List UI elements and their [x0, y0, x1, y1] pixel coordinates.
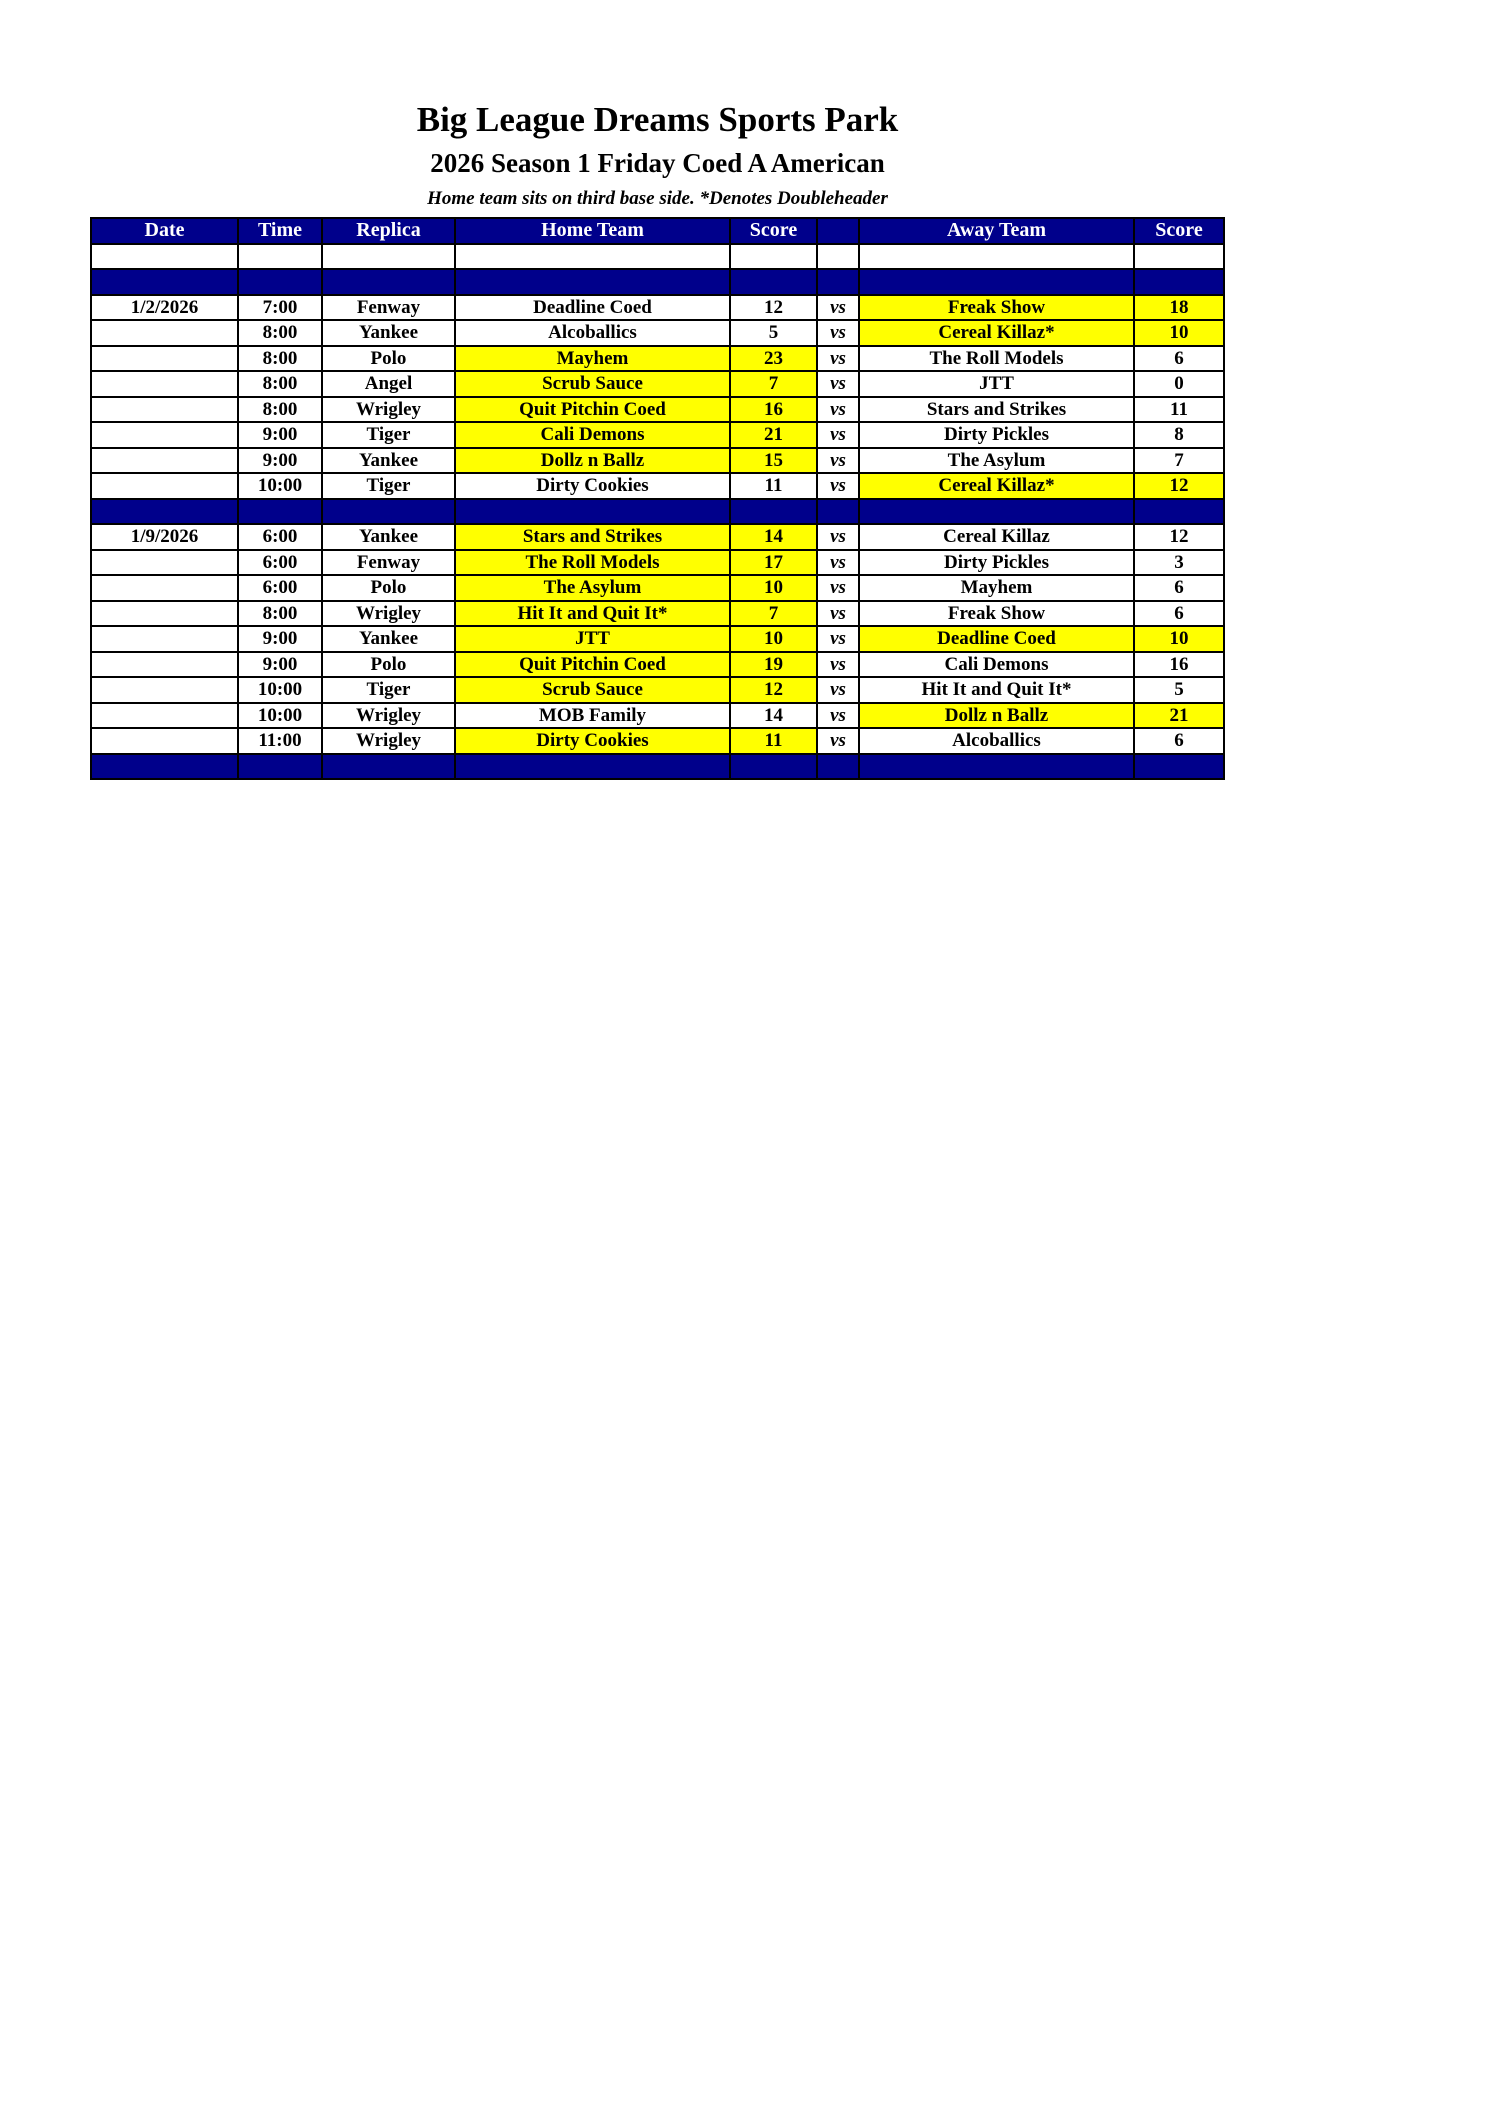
date-cell: [91, 626, 238, 652]
game-row: [91, 652, 1224, 678]
time-cell: 10:00: [238, 703, 322, 729]
home-team-cell: Mayhem: [455, 346, 730, 372]
home-team-cell: The Asylum: [455, 575, 730, 601]
vs-cell: vs: [817, 703, 859, 729]
schedule-note: Home team sits on third base side. *Denotes Doubleheader: [427, 188, 888, 209]
time-cell: 6:00: [238, 524, 322, 550]
home-score-cell: 10: [730, 626, 817, 652]
separator-row: [91, 754, 1224, 780]
blank-cell: [859, 499, 1134, 525]
blank-cell: [91, 499, 238, 525]
away-team-cell: Stars and Strikes: [859, 397, 1134, 423]
replica-cell: Polo: [322, 346, 455, 372]
blank-cell: [238, 499, 322, 525]
vs-cell: vs: [817, 397, 859, 423]
away-score-cell: 6: [1134, 575, 1224, 601]
home-team-cell: Alcoballics: [455, 320, 730, 346]
time-cell: 6:00: [238, 550, 322, 576]
col-replica: Replica: [322, 218, 455, 244]
away-score-cell: 5: [1134, 677, 1224, 703]
date-cell: [91, 550, 238, 576]
blank-cell: [817, 754, 859, 780]
vs-cell: vs: [817, 652, 859, 678]
vs-cell: vs: [817, 448, 859, 474]
blank-cell: [817, 269, 859, 295]
home-team-cell: JTT: [455, 626, 730, 652]
replica-cell: Yankee: [322, 320, 455, 346]
away-team-cell: JTT: [859, 371, 1134, 397]
vs-cell: vs: [817, 550, 859, 576]
time-cell: 9:00: [238, 448, 322, 474]
time-cell: 10:00: [238, 473, 322, 499]
game-row: [91, 371, 1224, 397]
away-team-cell: Cali Demons: [859, 652, 1134, 678]
game-row: [91, 728, 1224, 754]
away-team-cell: Dollz n Ballz: [859, 703, 1134, 729]
replica-cell: Yankee: [322, 524, 455, 550]
blank-cell: [91, 269, 238, 295]
vs-cell: vs: [817, 677, 859, 703]
date-cell: [91, 703, 238, 729]
vs-cell: vs: [817, 320, 859, 346]
col-home-team: Home Team: [455, 218, 730, 244]
blank-cell: [817, 499, 859, 525]
game-row: [91, 601, 1224, 627]
home-score-cell: 10: [730, 575, 817, 601]
separator-row: [91, 269, 1224, 295]
away-score-cell: 6: [1134, 601, 1224, 627]
blank-row: [91, 244, 1224, 270]
away-team-cell: Freak Show: [859, 295, 1134, 321]
page-subtitle: 2026 Season 1 Friday Coed A American: [430, 148, 885, 178]
blank-cell: [91, 754, 238, 780]
home-team-cell: MOB Family: [455, 703, 730, 729]
date-cell: [91, 677, 238, 703]
away-team-cell: Cereal Killaz*: [859, 473, 1134, 499]
vs-cell: vs: [817, 524, 859, 550]
vs-cell: vs: [817, 371, 859, 397]
replica-cell: Wrigley: [322, 601, 455, 627]
blank-cell: [455, 244, 730, 270]
home-score-cell: 15: [730, 448, 817, 474]
home-team-cell: Stars and Strikes: [455, 524, 730, 550]
home-score-cell: 11: [730, 728, 817, 754]
date-cell: [91, 601, 238, 627]
vs-cell: vs: [817, 295, 859, 321]
replica-cell: Fenway: [322, 550, 455, 576]
home-team-cell: The Roll Models: [455, 550, 730, 576]
away-score-cell: 18: [1134, 295, 1224, 321]
replica-cell: Polo: [322, 652, 455, 678]
home-score-cell: 12: [730, 295, 817, 321]
away-team-cell: Dirty Pickles: [859, 550, 1134, 576]
away-team-cell: Hit It and Quit It*: [859, 677, 1134, 703]
home-score-cell: 7: [730, 371, 817, 397]
vs-cell: vs: [817, 346, 859, 372]
blank-cell: [322, 244, 455, 270]
replica-cell: Wrigley: [322, 397, 455, 423]
date-cell: 1/2/2026: [91, 295, 238, 321]
home-team-cell: Quit Pitchin Coed: [455, 397, 730, 423]
blank-cell: [238, 269, 322, 295]
blank-cell: [730, 499, 817, 525]
time-cell: 8:00: [238, 397, 322, 423]
replica-cell: Wrigley: [322, 728, 455, 754]
away-score-cell: 10: [1134, 320, 1224, 346]
time-cell: 6:00: [238, 575, 322, 601]
game-row: [91, 550, 1224, 576]
page-title: Big League Dreams Sports Park: [416, 100, 899, 139]
game-row: [91, 397, 1224, 423]
date-cell: [91, 652, 238, 678]
blank-cell: [859, 244, 1134, 270]
blank-cell: [322, 499, 455, 525]
away-score-cell: 6: [1134, 346, 1224, 372]
home-score-cell: 17: [730, 550, 817, 576]
home-score-cell: 19: [730, 652, 817, 678]
time-cell: 9:00: [238, 626, 322, 652]
home-team-cell: Cali Demons: [455, 422, 730, 448]
home-score-cell: 16: [730, 397, 817, 423]
away-score-cell: 7: [1134, 448, 1224, 474]
time-cell: 8:00: [238, 601, 322, 627]
time-cell: 11:00: [238, 728, 322, 754]
away-score-cell: 12: [1134, 473, 1224, 499]
replica-cell: Yankee: [322, 448, 455, 474]
away-score-cell: 6: [1134, 728, 1224, 754]
blank-cell: [730, 244, 817, 270]
game-row: [91, 703, 1224, 729]
away-team-cell: Freak Show: [859, 601, 1134, 627]
home-team-cell: Scrub Sauce: [455, 677, 730, 703]
vs-cell: vs: [817, 422, 859, 448]
separator-row: [91, 499, 1224, 525]
away-team-cell: Mayhem: [859, 575, 1134, 601]
replica-cell: Yankee: [322, 626, 455, 652]
away-score-cell: 3: [1134, 550, 1224, 576]
away-score-cell: 8: [1134, 422, 1224, 448]
col-time: Time: [238, 218, 322, 244]
vs-cell: vs: [817, 728, 859, 754]
col-vs: [817, 218, 859, 244]
away-score-cell: 0: [1134, 371, 1224, 397]
home-team-cell: Hit It and Quit It*: [455, 601, 730, 627]
home-score-cell: 12: [730, 677, 817, 703]
schedule-table: [90, 217, 1225, 780]
home-team-cell: Dirty Cookies: [455, 728, 730, 754]
blank-cell: [238, 244, 322, 270]
time-cell: 9:00: [238, 422, 322, 448]
blank-cell: [455, 269, 730, 295]
time-cell: 10:00: [238, 677, 322, 703]
home-score-cell: 14: [730, 524, 817, 550]
blank-cell: [1134, 244, 1224, 270]
replica-cell: Tiger: [322, 473, 455, 499]
vs-cell: vs: [817, 473, 859, 499]
date-cell: [91, 320, 238, 346]
replica-cell: Angel: [322, 371, 455, 397]
game-row: [91, 524, 1224, 550]
replica-cell: Polo: [322, 575, 455, 601]
away-score-cell: 12: [1134, 524, 1224, 550]
replica-cell: Fenway: [322, 295, 455, 321]
header-row: [91, 218, 1224, 244]
blank-cell: [322, 269, 455, 295]
away-team-cell: Cereal Killaz: [859, 524, 1134, 550]
col-away-score: Score: [1134, 218, 1224, 244]
date-cell: [91, 473, 238, 499]
away-score-cell: 11: [1134, 397, 1224, 423]
blank-cell: [730, 754, 817, 780]
blank-cell: [817, 244, 859, 270]
home-score-cell: 7: [730, 601, 817, 627]
replica-cell: Tiger: [322, 422, 455, 448]
vs-cell: vs: [817, 626, 859, 652]
blank-cell: [1134, 499, 1224, 525]
away-team-cell: Alcoballics: [859, 728, 1134, 754]
date-cell: [91, 371, 238, 397]
col-home-score: Score: [730, 218, 817, 244]
home-score-cell: 23: [730, 346, 817, 372]
date-cell: [91, 346, 238, 372]
game-row: [91, 422, 1224, 448]
away-team-cell: The Asylum: [859, 448, 1134, 474]
game-row: [91, 626, 1224, 652]
date-cell: [91, 422, 238, 448]
date-cell: [91, 397, 238, 423]
away-score-cell: 16: [1134, 652, 1224, 678]
blank-cell: [322, 754, 455, 780]
vs-cell: vs: [817, 601, 859, 627]
away-team-cell: Dirty Pickles: [859, 422, 1134, 448]
home-score-cell: 11: [730, 473, 817, 499]
replica-cell: Wrigley: [322, 703, 455, 729]
home-team-cell: Quit Pitchin Coed: [455, 652, 730, 678]
blank-cell: [238, 754, 322, 780]
away-score-cell: 10: [1134, 626, 1224, 652]
game-row: [91, 677, 1224, 703]
home-team-cell: Dollz n Ballz: [455, 448, 730, 474]
blank-cell: [859, 269, 1134, 295]
date-cell: [91, 575, 238, 601]
game-row: [91, 575, 1224, 601]
date-cell: 1/9/2026: [91, 524, 238, 550]
home-team-cell: Scrub Sauce: [455, 371, 730, 397]
replica-cell: Tiger: [322, 677, 455, 703]
away-team-cell: Cereal Killaz*: [859, 320, 1134, 346]
date-cell: [91, 448, 238, 474]
vs-cell: vs: [817, 575, 859, 601]
blank-cell: [730, 269, 817, 295]
game-row: [91, 473, 1224, 499]
home-team-cell: Dirty Cookies: [455, 473, 730, 499]
game-row: [91, 448, 1224, 474]
time-cell: 8:00: [238, 320, 322, 346]
home-score-cell: 14: [730, 703, 817, 729]
blank-cell: [91, 244, 238, 270]
away-team-cell: Deadline Coed: [859, 626, 1134, 652]
game-row: [91, 320, 1224, 346]
col-date: Date: [91, 218, 238, 244]
blank-cell: [455, 499, 730, 525]
blank-cell: [455, 754, 730, 780]
home-score-cell: 5: [730, 320, 817, 346]
home-team-cell: Deadline Coed: [455, 295, 730, 321]
game-row: [91, 346, 1224, 372]
col-away-team: Away Team: [859, 218, 1134, 244]
away-score-cell: 21: [1134, 703, 1224, 729]
time-cell: 7:00: [238, 295, 322, 321]
blank-cell: [1134, 754, 1224, 780]
game-row: [91, 295, 1224, 321]
away-team-cell: The Roll Models: [859, 346, 1134, 372]
date-cell: [91, 728, 238, 754]
time-cell: 8:00: [238, 371, 322, 397]
blank-cell: [1134, 269, 1224, 295]
blank-cell: [859, 754, 1134, 780]
home-score-cell: 21: [730, 422, 817, 448]
time-cell: 9:00: [238, 652, 322, 678]
time-cell: 8:00: [238, 346, 322, 372]
